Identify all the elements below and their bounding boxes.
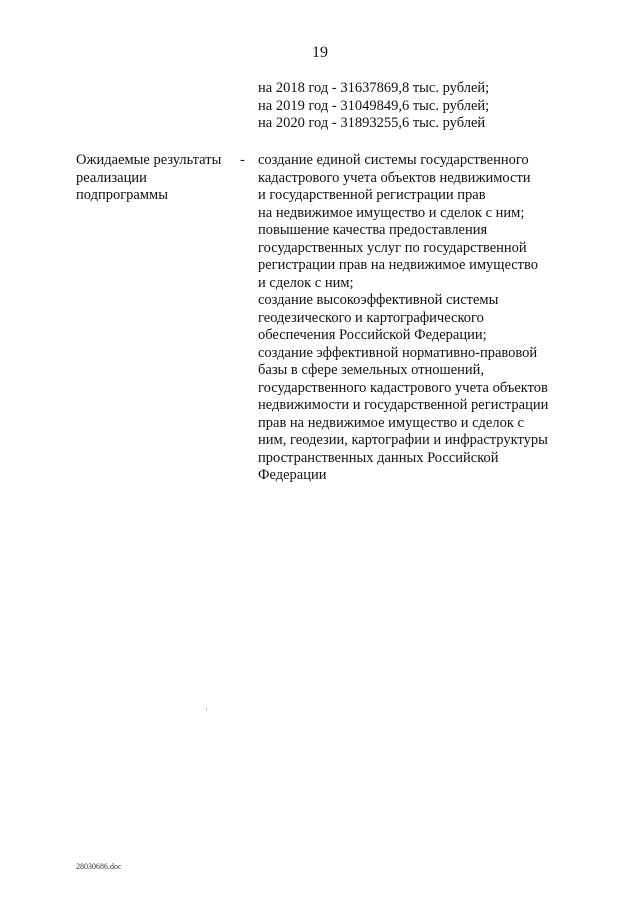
funding-line-2018: на 2018 год - 31637869,8 тыс. рублей;: [258, 80, 490, 96]
result-line: обеспечения Российской Федерации;: [258, 327, 487, 343]
result-line: базы в сфере земельных отношений,: [258, 362, 485, 378]
result-line: государственного кадастрового учета объектов: [258, 379, 548, 396]
result-line: и государственной регистрации прав: [258, 187, 486, 203]
result-line: прав на недвижимое имущество и сделок с: [258, 414, 524, 431]
scan-artifact: [206, 708, 207, 711]
result-line: ним, геодезии, картографии и инфраструктуры: [258, 432, 548, 448]
funding-line-2020: на 2020 год - 31893255,6 тыс. рублей: [258, 115, 486, 131]
page-number: 19: [312, 44, 328, 61]
label-line: реализации: [76, 169, 147, 186]
result-line: регистрации прав на недвижимое имущество: [258, 257, 539, 273]
result-line: пространственных данных Российской: [258, 449, 499, 466]
result-line: создание единой системы государственного: [258, 152, 529, 168]
footer-filename: 28030686.doc: [76, 862, 122, 871]
result-line: создание высокоэффективной системы: [258, 292, 499, 308]
result-line: государственных услуг по государственной: [258, 239, 527, 256]
label-line: Ожидаемые результаты: [76, 152, 222, 168]
expected-results-text: [258, 152, 588, 485]
label-dash: -: [240, 152, 245, 168]
funding-by-year-list: [258, 80, 598, 133]
result-line: геодезического и картографического: [258, 309, 484, 326]
label-line: подпрограммы: [76, 187, 168, 203]
funding-line-2019: на 2019 год - 31049849,6 тыс. рублей;: [258, 97, 490, 114]
result-line: на недвижимое имущество и сделок с ним;: [258, 204, 525, 221]
result-line: повышение качества предоставления: [258, 222, 488, 238]
result-line: недвижимости и государственной регистрации: [258, 397, 549, 413]
result-line: кадастрового учета объектов недвижимости: [258, 169, 531, 186]
result-line: и сделок с ним;: [258, 274, 354, 291]
expected-results-label: [76, 152, 236, 205]
result-line: создание эффективной нормативно-правовой: [258, 344, 538, 361]
result-line: Федерации: [258, 467, 327, 483]
